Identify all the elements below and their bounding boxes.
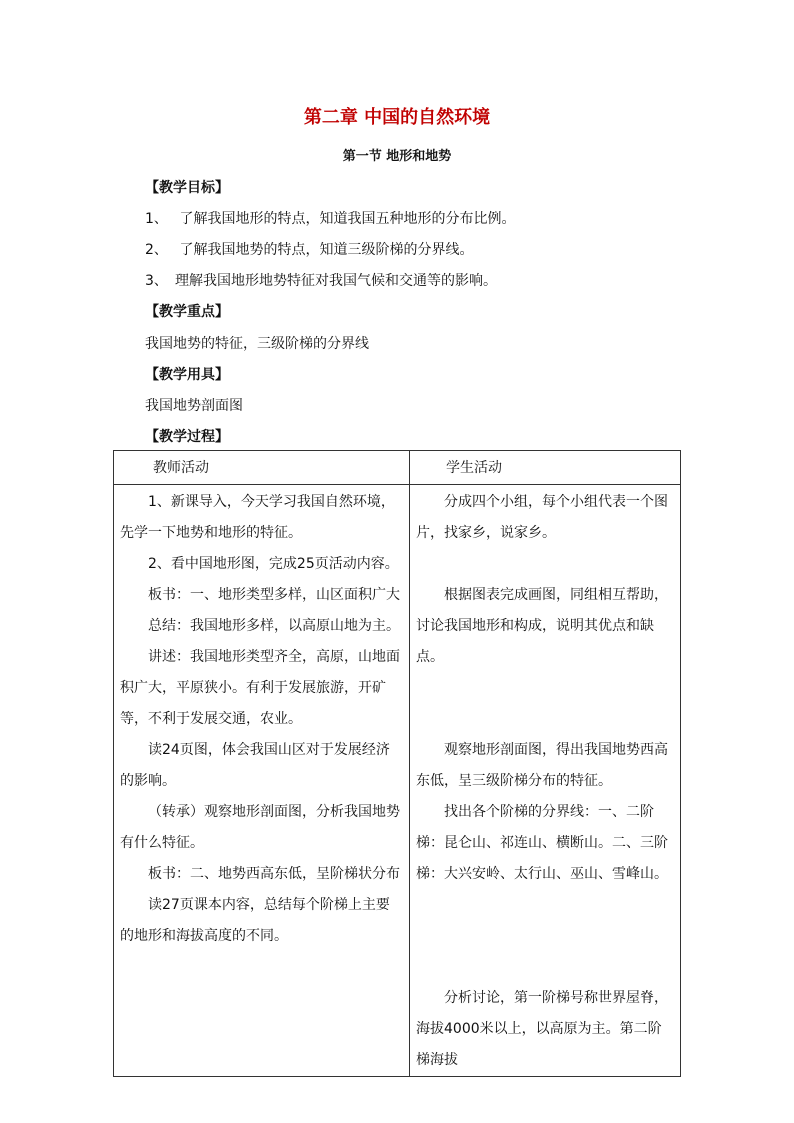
chapter-title: 第二章 中国的自然环境 <box>303 107 491 128</box>
student-paragraph: 分成四个小组，每个小组代表一个图片，找家乡，说家乡。 <box>416 494 668 541</box>
teacher-paragraph: 1、新课导入，今天学习我国自然环境，先学一下地势和地形的特征。 <box>120 494 395 541</box>
student-paragraph: 观察地形剖面图，得出我国地势西高东低，呈三级阶梯分布的特征。 <box>416 742 668 789</box>
goal-text: 了解我国地形的特点，知道我国五种地形的分布比例。 <box>175 211 516 227</box>
goal-text: 了解我国地势的特点，知道三级阶梯的分界线。 <box>175 242 474 258</box>
teacher-activity-header: 教师活动 <box>114 451 410 485</box>
student-paragraph: 分析讨论，第一阶梯号称世界屋脊，海拔4000米以上，以高原为主。第二阶梯海拔 <box>416 990 668 1068</box>
teacher-paragraph: 读24页图，体会我国山区对于发展经济的影响。 <box>120 742 390 789</box>
spacer <box>416 673 674 704</box>
teacher-paragraph: （转承）观察地形剖面图，分析我国地势有什么特征。 <box>120 804 400 851</box>
teacher-paragraph: 总结：我国地形多样，以高原山地为主。 <box>148 618 400 634</box>
spacer <box>416 921 674 952</box>
table-header-row <box>114 451 681 485</box>
teacher-paragraph: 讲述：我国地形类型齐全，高原，山地面积广大，平原狭小。有利于发展旅游，开矿等，不利于发展交通，农业。 <box>120 649 400 727</box>
tools-heading: 【教学用具】 <box>145 367 229 383</box>
teacher-paragraph: 板书：二、地势西高东低，呈阶梯状分布 <box>148 866 400 882</box>
goal-number: 3、 <box>145 273 168 289</box>
tools-text: 我国地势剖面图 <box>145 398 243 414</box>
teacher-activity-cell <box>114 485 410 1077</box>
student-activity-cell <box>410 485 681 1077</box>
teacher-paragraph: 读27页课本内容，总结每个阶梯上主要的地形和海拔高度的不同。 <box>120 897 390 944</box>
key-points-heading: 【教学重点】 <box>145 304 229 320</box>
teacher-paragraph: 2、看中国地形图，完成25页活动内容。 <box>148 556 399 572</box>
spacer <box>416 890 674 921</box>
goal-text: 理解我国地形地势特征对我国气候和交通等的影响。 <box>175 273 497 289</box>
goal-item <box>145 208 515 228</box>
goal-item <box>145 239 473 259</box>
goal-number: 1、 <box>145 211 168 227</box>
spacer <box>416 952 674 983</box>
section-title: 第一节 地形和地势 <box>342 149 452 164</box>
goal-number: 2、 <box>145 242 168 258</box>
key-points-text: 我国地势的特征，三级阶梯的分界线 <box>145 336 369 352</box>
student-paragraph: 找出各个阶梯的分界线：一、二阶梯：昆仑山、祁连山、横断山。二、三阶梯：大兴安岭、太行山、巫山、雪峰山。 <box>416 804 668 882</box>
student-paragraph: 根据图表完成画图，同组相互帮助，讨论我国地形和构成，说明其优点和缺点。 <box>416 587 668 665</box>
table-row <box>114 485 681 1077</box>
teacher-paragraph: 板书：一、地形类型多样，山区面积广大 <box>148 587 400 603</box>
goals-heading: 【教学目标】 <box>145 180 229 196</box>
spacer <box>416 549 674 580</box>
teaching-process-table <box>113 450 681 1077</box>
student-activity-header: 学生活动 <box>410 451 681 485</box>
spacer <box>416 704 674 735</box>
process-heading: 【教学过程】 <box>145 429 229 445</box>
goal-item <box>145 270 497 290</box>
